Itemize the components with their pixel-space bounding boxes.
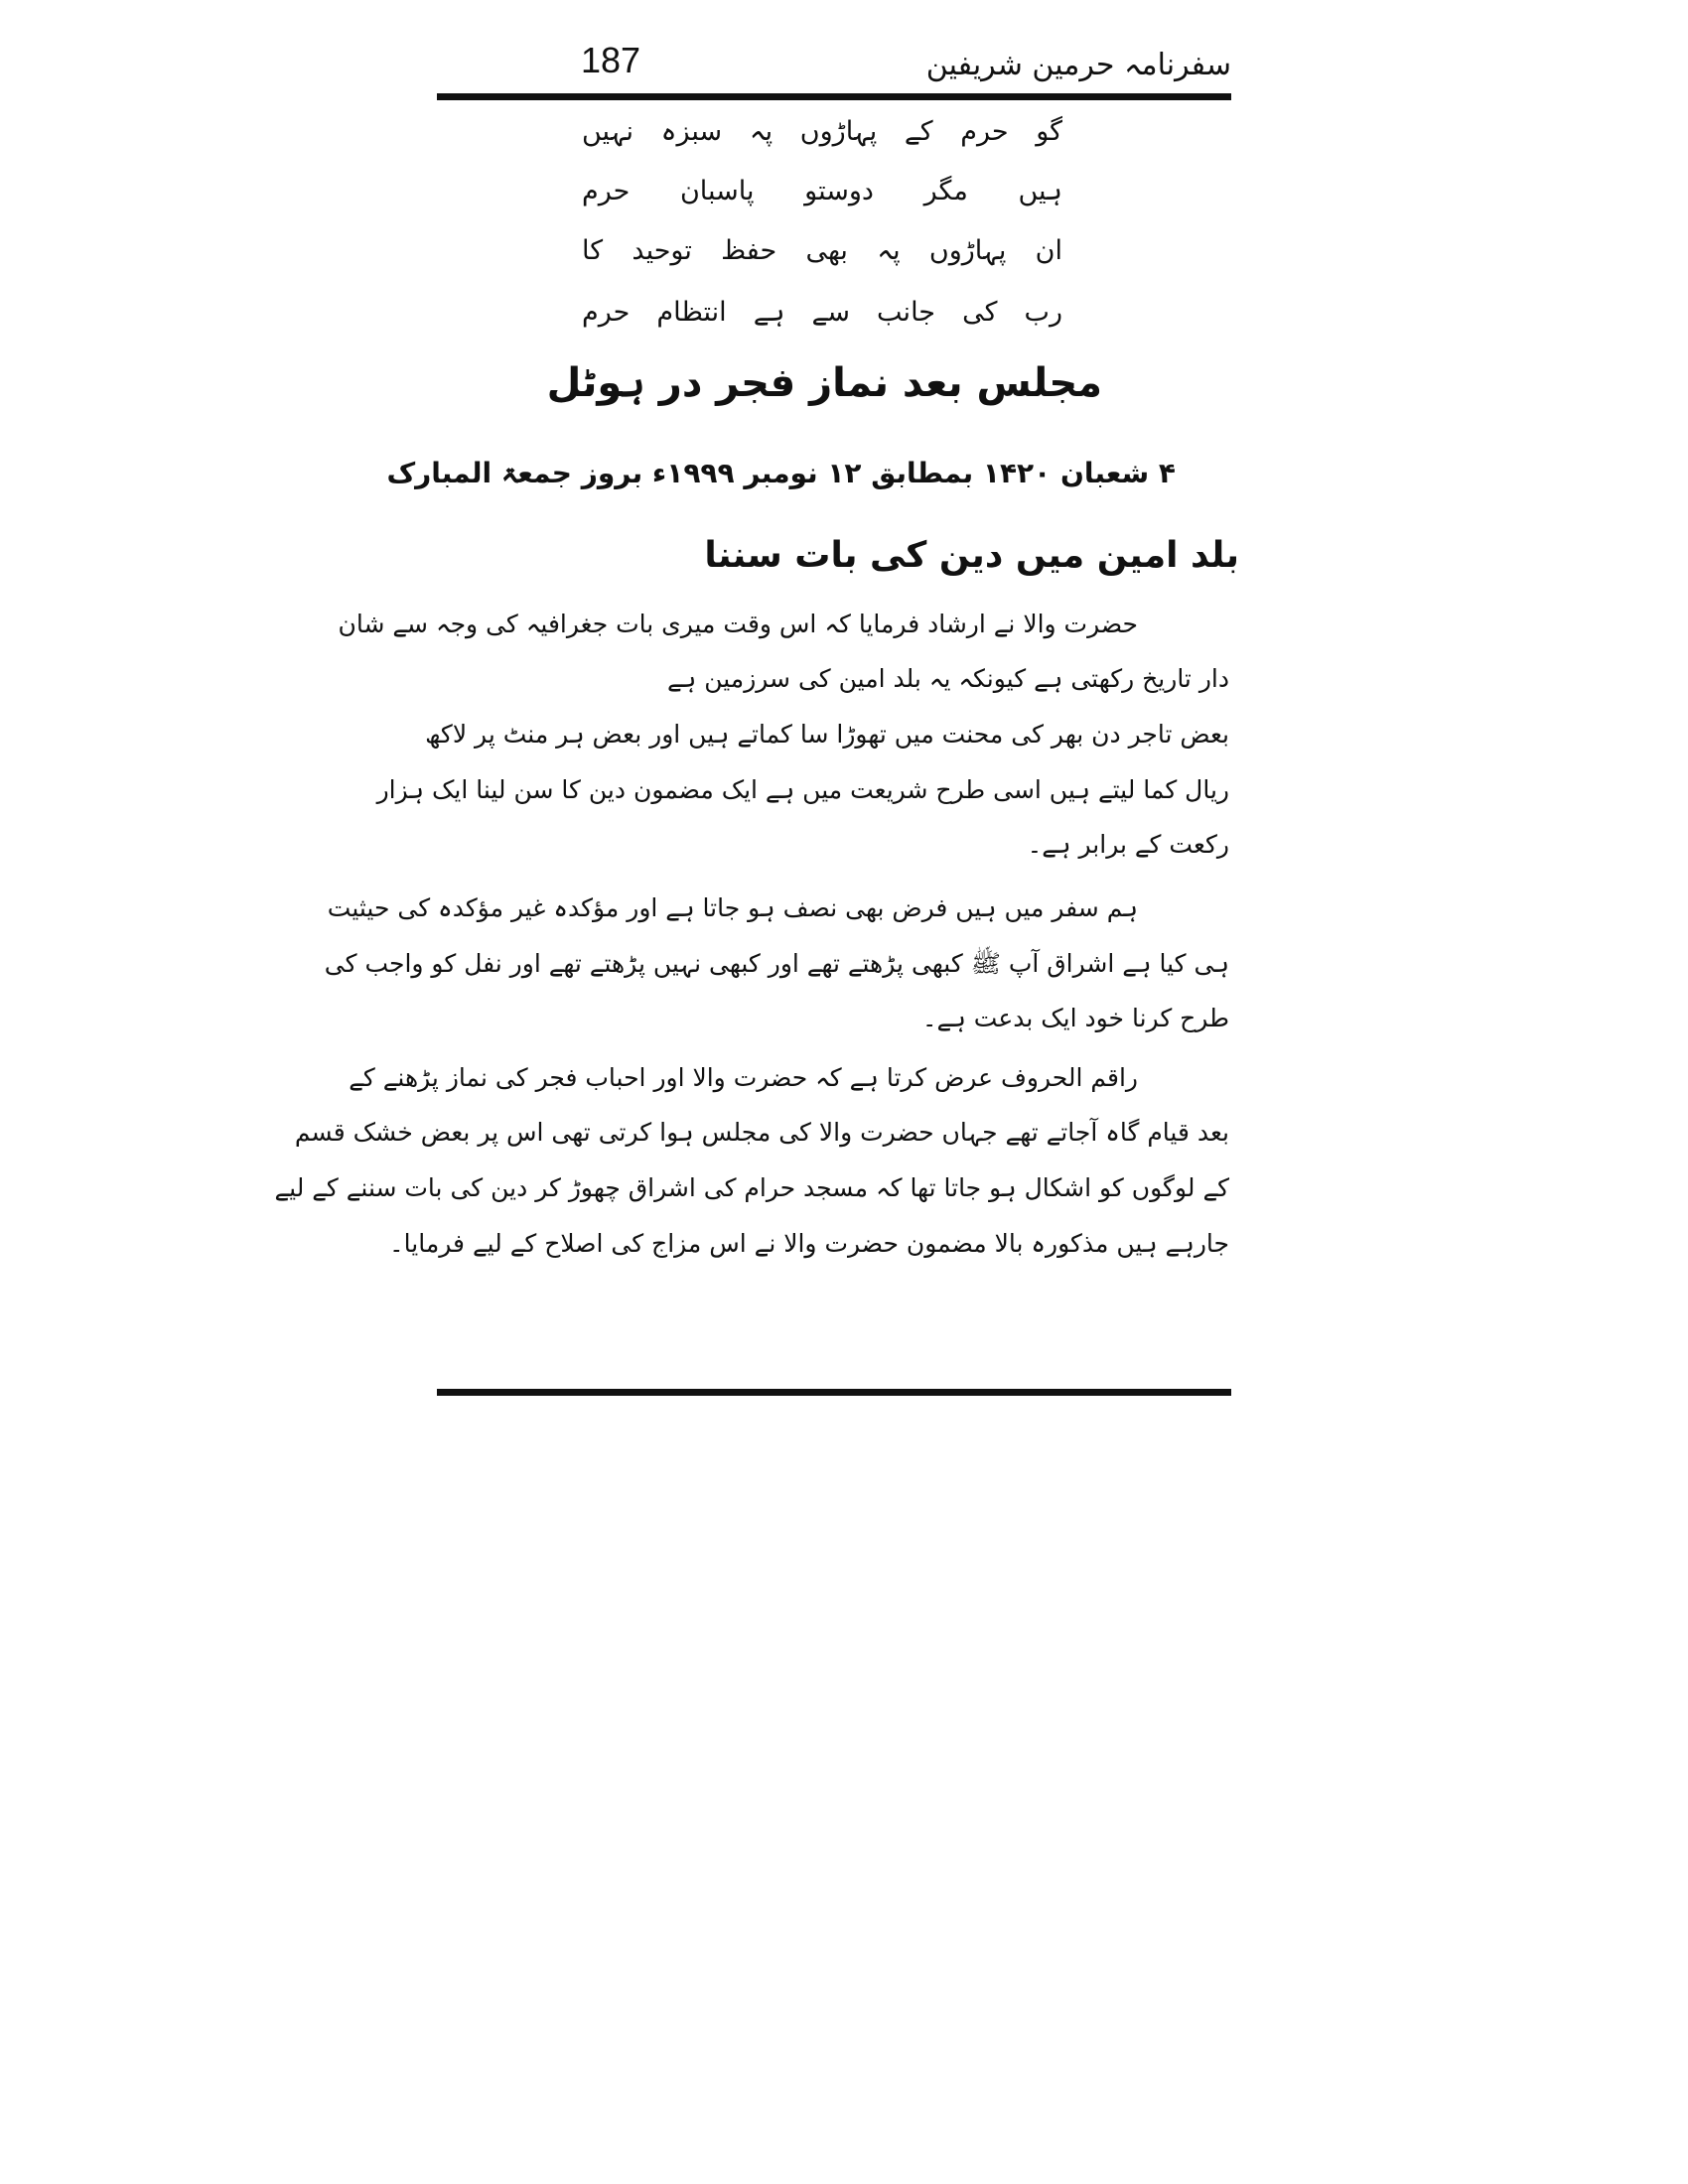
- body-line: کے لوگوں کو اشکال ہو جاتا تھا کہ مسجد حرام کی اشراق چھوڑ کر دین کی بات سننے کے لیے: [274, 1173, 1229, 1202]
- body-line: رکعت کے برابر ہے۔: [1027, 830, 1229, 859]
- body-line: ریال کما لیتے ہیں اسی طرح شریعت میں ہے ایک مضمون دین کا سن لینا ایک ہزار: [376, 775, 1229, 804]
- body-line: دار تاریخ رکھتی ہے کیونکہ یہ بلد امین کی سرزمین ہے: [666, 664, 1229, 693]
- bottom-rule: [437, 1389, 1231, 1396]
- section-subheading: بلد امین میں دین کی بات سننا: [704, 535, 1239, 576]
- body-line: جارہے ہیں مذکورہ بالا مضمون حضرت والا نے اس مزاج کی اصلاح کے لیے فرمایا۔: [389, 1229, 1229, 1258]
- body-line: ہی کیا ہے اشراق آپ ﷺ کبھی پڑھتے تھے اور کبھی نہیں پڑھتے تھے اور نفل کو واجب کی: [324, 949, 1229, 978]
- body-line: طرح کرنا خود ایک بدعت ہے۔: [921, 1004, 1229, 1032]
- body-line: بعد قیام گاہ آجاتے تھے جہاں حضرت والا کی مجلس ہوا کرتی تھی اس پر بعض خشک قسم: [294, 1118, 1229, 1147]
- body-line: بعض تاجر دن بھر کی محنت میں تھوڑا سا کماتے ہیں اور بعض ہر منٹ پر لاکھ: [425, 720, 1229, 749]
- date-line: ۴ شعبان ۱۴۲۰ بمطابق ۱۲ نومبر ۱۹۹۹ء بروز جمعۃ المبارک: [386, 457, 1176, 489]
- body-line: راقم الحروف عرض کرتا ہے کہ حضرت والا اور احباب فجر کی نماز پڑھنے کے: [349, 1063, 1138, 1092]
- running-head-title: سفرنامہ حرمین شریفین: [925, 48, 1231, 82]
- poem-line: ہیں مگر دوستو پاسبان حرم: [582, 176, 1062, 206]
- body-line: ہم سفر میں ہیں فرض بھی نصف ہو جاتا ہے اور مؤکدہ غیر مؤکدہ کی حیثیت: [327, 893, 1138, 922]
- section-heading: مجلس بعد نماز فجر در ہوٹل: [546, 360, 1102, 406]
- body-line: حضرت والا نے ارشاد فرمایا کہ اس وقت میری بات جغرافیہ کی وجہ سے شان: [338, 610, 1138, 638]
- poem-line: ان پہاڑوں پہ بھی حفظ توحید کا: [582, 235, 1062, 266]
- poem-line: گو حرم کے پہاڑوں پہ سبزہ نہیں: [582, 116, 1062, 147]
- page-number: 187: [580, 40, 641, 80]
- poem-line: رب کی جانب سے ہے انتظام حرم: [582, 297, 1062, 328]
- top-rule: [437, 93, 1231, 100]
